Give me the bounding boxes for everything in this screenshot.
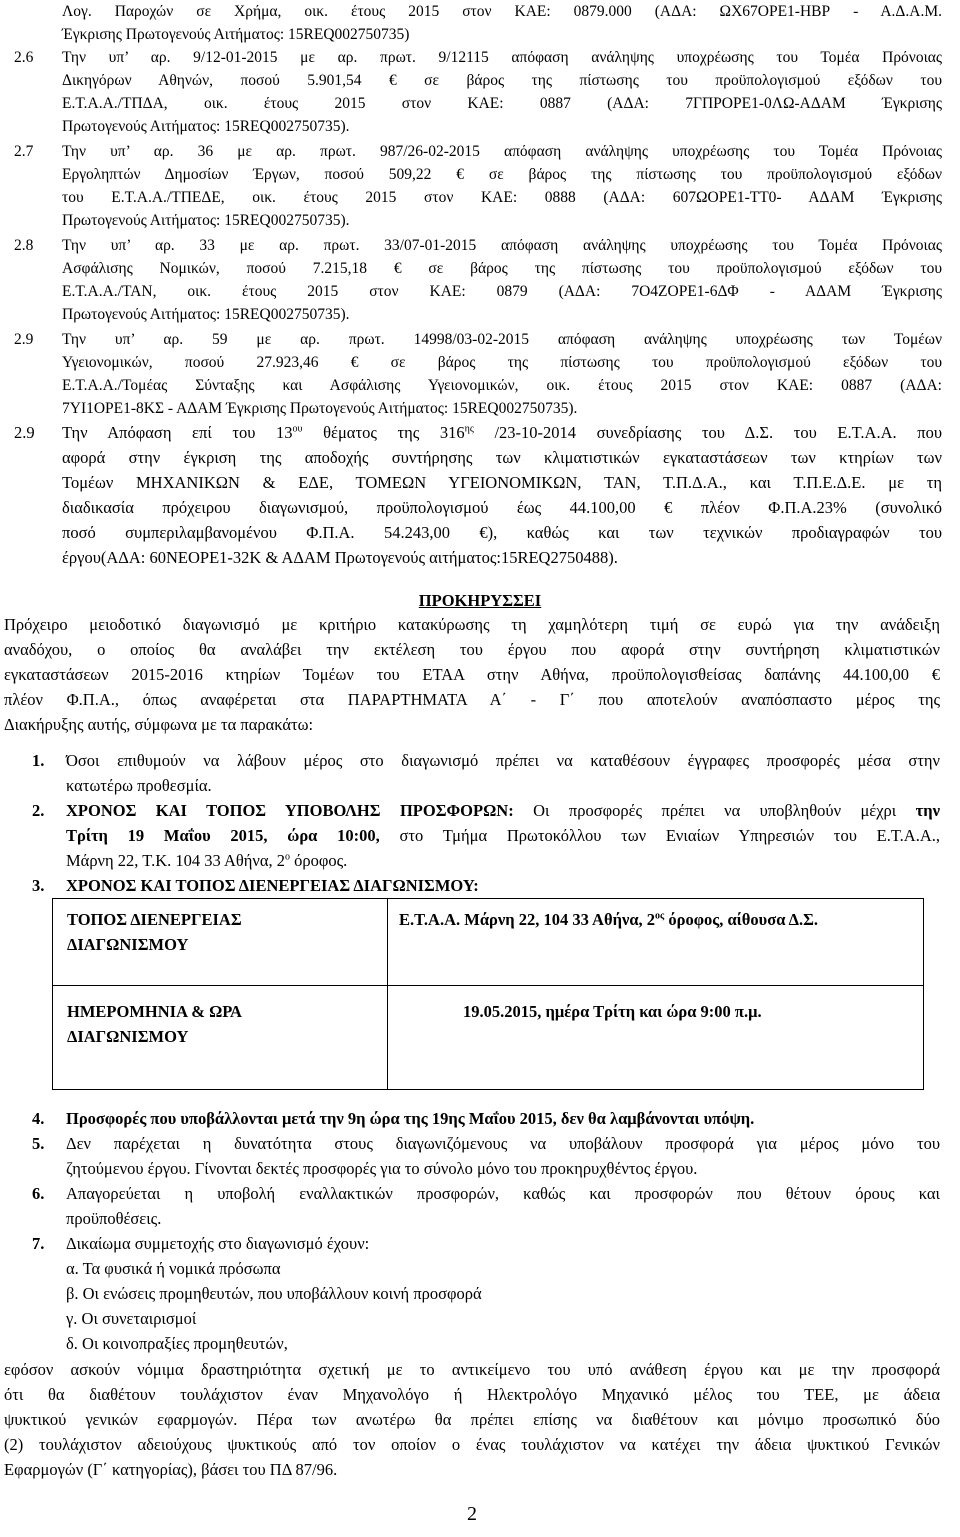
intro-line: Λογ. Παροχών σε Χρήμα, οικ. έτους 2015 στον ΚΑΕ: 0879.000 (ΑΔΑ: ΩΧ67ΟΡΕ1-ΗΒΡ - Α.Δ.Α.Μ. <box>62 3 942 20</box>
list-line: ΧΡΟΝΟΣ ΚΑΙ ΤΟΠΟΣ ΔΙΕΝΕΡΓΕΙΑΣ ΔΙΑΓΩΝΙΣΜΟΥ: <box>66 876 479 895</box>
sub-item: β. Οι ενώσεις προμηθευτών, που υποβάλλουν κοινή προσφορά <box>66 1284 482 1303</box>
closing-line: Εφαρμογών (Γ΄ κατηγορίας), βάσει του ΠΔ 87/96. <box>4 1460 338 1479</box>
item-line: Εργοληπτών Δημοσίων Έργων, ποσού 509,22 € σε βάρος της πίστωσης του προϋπολογισμού εξόδων <box>62 166 942 183</box>
item-line: αφορά στην έγκριση της αποδοχής συντήρησης των κλιματιστικών εγκαταστάσεων των κτηρίων των <box>62 448 942 467</box>
list-number: 6. <box>32 1184 45 1203</box>
table-cell-label: ΤΟΠΟΣ ΔΙΕΝΕΡΓΕΙΑΣ <box>67 910 242 929</box>
list-line: Απαγορεύεται η υποβολή εναλλακτικών προσφορών, καθώς και προσφορών που θέτουν όρους και <box>66 1184 940 1203</box>
list-line: Μάρνη 22, Τ.Κ. 104 33 Αθήνα, $2^o$ όροφος. <box>66 851 348 870</box>
list-line: Τρίτη 19 Μαΐου 2015, ώρα 10:00, στο Τμήμα Πρωτοκόλλου των Ενιαίων Υπηρεσιών του Ε.Τ.Α.Α., <box>66 826 941 845</box>
info-table <box>52 898 924 1090</box>
item-number: 2.9 <box>14 423 35 442</box>
item-line: ποσό συμπεριλαμβανομένου Φ.Π.Α. 54.243,00 €), καθώς και των τεχνικών προδιαγραφών του <box>62 523 942 542</box>
item-line: έργου(ΑΔΑ: 60ΝΕΟΡΕ1-32Κ & ΑΔΑΜ Πρωτογενούς αιτήματος:15REQ2750488). <box>62 548 618 567</box>
announce-line: Πρόχειρο μειοδοτικό διαγωνισμό με κριτήριο κατακύρωσης τη χαμηλότερη τιμή σε ευρώ για την ανάδειξη <box>4 615 940 634</box>
list-number: 1. <box>32 751 45 770</box>
table-divider <box>387 899 388 1089</box>
item-number: 2.6 <box>14 49 34 66</box>
sub-item: δ. Οι κοινοπραξίες προμηθευτών, <box>66 1334 288 1353</box>
announce-line: αναδόχου, ο οποίος θα αναλάβει την εκτέλεση του έργου που αφορά στην συντήρηση κλιματιστικών <box>4 640 940 659</box>
item-line: Ε.Τ.Α.Α./ΤΠΔΑ, οικ. έτους 2015 στον ΚΑΕ: 0887 (ΑΔΑ: 7ΓΠΡΟΡΕ1-0ΛΩ-ΑΔΑΜ Έγκρισης <box>62 95 942 112</box>
item-line: Πρωτογενούς Αιτήματος: 15REQ002750735). <box>62 212 350 229</box>
closing-line: ότι θα διαθέτουν τουλάχιστον έναν Μηχανολόγο ή Ηλεκτρολόγο Μηχανικό μέλος του ΤΕΕ, με άδεια <box>4 1385 940 1404</box>
table-cell-value: Ε.Τ.Α.Α. Μάρνη 22, 104 33 Αθήνα, $2^{o\varsigma}$ όροφος, αίθουσα Δ.Σ. <box>399 910 819 929</box>
announce-line: πλέον Φ.Π.Α., όπως αναφέρεται στα ΠΑΡΑΡΤΗΜΑΤΑ Α΄ - Γ΄ που αποτελούν αναπόσπαστο μέρος της <box>4 690 940 709</box>
item-number: 2.8 <box>14 237 34 254</box>
page-number: 2 <box>467 1503 477 1525</box>
item-line: Ε.Τ.Α.Α./Τομέας Σύνταξης και Ασφάλισης Υγειονομικών, οικ. έτους 2015 στον ΚΑΕ: 0887 (ΑΔΑ: <box>62 377 942 394</box>
item-line: Ασφάλισης Νομικών, ποσού 7.215,18 € σε βάρος της πίστωσης του προϋπολογισμού εξόδων του <box>62 260 942 277</box>
item-line: του Ε.Τ.Α.Α./ΤΠΕΔΕ, οικ. έτους 2015 στον ΚΑΕ: 0888 (ΑΔΑ: 607ΩΟΡΕ1-ΤΤ0- ΑΔΑΜ Έγκρισης <box>62 189 942 206</box>
sub-item: α. Τα φυσικά ή νομικά πρόσωπα <box>66 1259 281 1278</box>
table-cell-value: 19.05.2015, ημέρα Τρίτη και ώρα 9:00 π.μ. <box>463 1002 762 1021</box>
closing-line: εφόσον ασκούν νόμιμα δραστηριότητα σχετική με το αντικείμενο του υπό ανάθεση έργου και με την προσφορά <box>4 1360 940 1379</box>
item-line: Την υπ’ αρ. 9/12-01-2015 με αρ. πρωτ. 9/12115 απόφαση ανάληψης υποχρέωσης του Τομέα Πρόνοιας <box>62 49 942 66</box>
announce-line: εγκαταστάσεων 2015-2016 κτηρίων Τομέων του ΕΤΑΑ στην Αθήνα, προϋπολογισθείσας δαπάνης 44.100,00 € <box>4 665 940 684</box>
list-number: 5. <box>32 1134 45 1153</box>
item-line: 7ΥΙ1ΟΡΕ1-8ΚΣ - ΑΔΑΜ Έγκρισης Πρωτογενούς Αιτήματος: 15REQ002750735). <box>62 400 578 417</box>
item-number: 2.7 <box>14 143 34 160</box>
item-number: 2.9 <box>14 331 34 348</box>
item-line: Ε.Τ.Α.Α./ΤΑΝ, οικ. έτους 2015 στον ΚΑΕ: 0879 (ΑΔΑ: 7Ο4ΖΟΡΕ1-6ΔΦ - ΑΔΑΜ Έγκρισης <box>62 283 942 300</box>
list-line: Δεν παρέχεται η δυνατότητα στους διαγωνιζόμενους να υποβάλουν προσφορά για μέρος μόνο του <box>66 1134 940 1153</box>
item-line: Πρωτογενούς Αιτήματος: 15REQ002750735). <box>62 306 350 323</box>
list-line: Όσοι επιθυμούν να λάβουν μέρος στο διαγωνισμό πρέπει να καταθέσουν έγγραφες προσφορές μέσα στην <box>66 751 940 770</box>
table-divider <box>53 985 923 986</box>
item-line: Τομέων ΜΗΧΑΝΙΚΩΝ & ΕΔΕ, ΤΟΜΕΩΝ ΥΓΕΙΟΝΟΜΙΚΩΝ, ΤΑΝ, Τ.Π.Δ.Α., και Τ.Π.Ε.Δ.Ε. με τη <box>62 473 942 492</box>
item-line: Την υπ’ αρ. 59 με αρ. πρωτ. 14998/03-02-2015 απόφαση ανάληψης υποχρέωσης των Τομέων <box>62 331 942 348</box>
list-line: ΧΡΟΝΟΣ ΚΑΙ ΤΟΠΟΣ ΥΠΟΒΟΛΗΣ ΠΡΟΣΦΟΡΩΝ: Οι προσφορές πρέπει να υποβληθούν μέχρι την <box>66 801 941 820</box>
item-line: Δικηγόρων Αθηνών, ποσού 5.901,54 € σε βάρος της πίστωσης του προϋπολογισμού εξόδων του <box>62 72 942 89</box>
list-number: 3. <box>32 876 45 895</box>
table-cell-label: ΔΙΑΓΩΝΙΣΜΟΥ <box>67 935 189 954</box>
list-line: Προσφορές που υποβάλλονται μετά την 9η ώρα της 19ης Μαΐου 2015, δεν θα λαμβάνονται υπόψη. <box>66 1109 755 1128</box>
item-line: Την υπ’ αρ. 33 με αρ. πρωτ. 33/07-01-2015 απόφαση ανάληψης υποχρέωσης του Τομέα Πρόνοιας <box>62 237 942 254</box>
list-line: ζητούμενου έργου. Γίνονται δεκτές προσφορές για το σύνολο μόνο του προκηρυχθέντος έργου. <box>66 1159 698 1178</box>
table-cell-label: ΗΜΕΡΟΜΗΝΙΑ & ΩΡΑ <box>67 1002 242 1021</box>
list-number: 7. <box>32 1234 45 1253</box>
list-number: 4. <box>32 1109 45 1128</box>
table-cell-label: ΔΙΑΓΩΝΙΣΜΟΥ <box>67 1027 189 1046</box>
list-number: 2. <box>32 801 45 820</box>
closing-line: ψυκτικού γενικών εφαρμογών. Πέρα των ανωτέρω θα πρέπει επίσης να διαθέτουν και μόνιμο προσωπικό δύο <box>4 1410 940 1429</box>
item-line: Πρωτογενούς Αιτήματος: 15REQ002750735). <box>62 118 350 135</box>
announce-line: Διακήρυξης αυτής, σύμφωνα με τα παρακάτω: <box>4 715 314 734</box>
closing-line: (2) τουλάχιστον αδειούχους ψυκτικούς από τον οποίον ο ένας τουλάχιστον να κατέχει την άδεια ψυκτικού Γενικών <box>4 1435 940 1454</box>
sub-item: γ. Οι συνεταιρισμοί <box>66 1309 197 1328</box>
item-line: διαδικασία πρόχειρου διαγωνισμού, προϋπολογισμού έως 44.100,00 € πλέον Φ.Π.Α.23% (συνολικό <box>62 498 942 517</box>
item-line: Την υπ’ αρ. 36 με αρ. πρωτ. 987/26-02-2015 απόφαση ανάληψης υποχρέωσης του Τομέα Πρόνοιας <box>62 143 942 160</box>
list-line: Δικαίωμα συμμετοχής στο διαγωνισμό έχουν: <box>66 1234 370 1253</box>
intro-line: Έγκρισης Πρωτογενούς Αιτήματος: 15REQ002750735) <box>62 26 410 43</box>
list-line: κατωτέρω προθεσμία. <box>66 776 212 795</box>
section-heading: ΠΡΟΚΗΡΥΣΣΕΙ <box>418 591 542 610</box>
item-line: Την Απόφαση επί του $13^{o\upsilon}$ θέματος της $316^{\eta\varsigma}$ /23-10-2014 συνεδρίασης του Δ.Σ. του Ε.Τ.Α.Α. που <box>62 423 942 442</box>
item-line: Υγειονομικών, ποσού 27.923,46 € σε βάρος της πίστωσης του προϋπολογισμού εξόδων του <box>62 354 942 371</box>
list-line: προϋποθέσεις. <box>66 1209 162 1228</box>
